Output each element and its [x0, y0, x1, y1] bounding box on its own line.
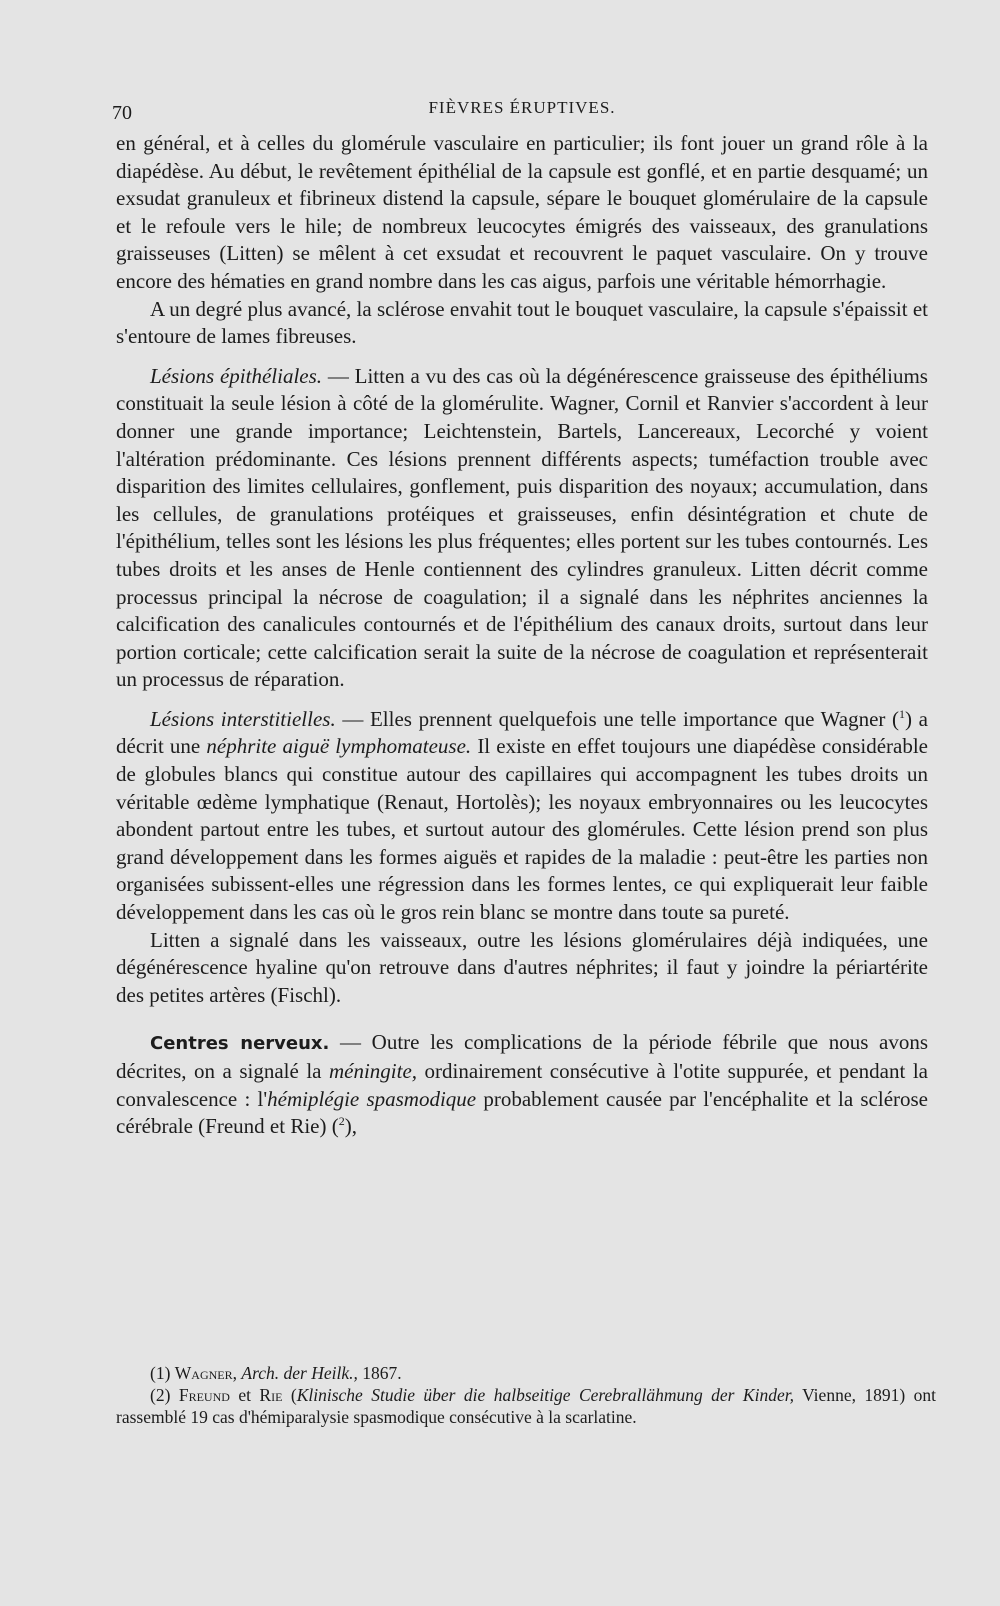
paragraph-2: A un degré plus avancé, la sclérose envahit tout le bouquet vasculaire, la capsule s'épaissit et s'entoure de lames fibreuses.	[116, 296, 928, 349]
footnote-2-title: Klinische Studie über die halbseitige Cerebrallähmung der Kinder,	[296, 1385, 794, 1405]
footnotes	[116, 1362, 936, 1428]
running-head: FIÈVRES ÉRUPTIVES.	[428, 98, 616, 117]
page-header	[112, 96, 932, 126]
footnote-2-mark: (2)	[150, 1385, 171, 1405]
epithelial-text: — Litten a vu des cas où la dégénérescence graisseuse des épithéliums constituait la seule lésion à côté de la glomérulite. Wagner, Cornil et Ranvier s'accordent à leur donner une grande importance; Leichtenstein, Bartels, Lancereaux, Lecorché y voient l'altération prédominante. Ces lésions prennent différents aspects; tuméfaction trouble avec disparition des limites cellulaires, gonflement, puis disparition des noyaux; accumulation, dans les cellules, de granulations protéiques et graisseuses, enfin désintégration et chute de l'épithélium, telles sont les lésions les plus fréquentes; elles portent sur les tubes contournés. Les tubes droits et les anses de Henle contiennent des cylindres granuleux. Litten décrit comme processus principal la nécrose de coagulation; il a signalé dans les néphrites anciennes la calcification des canalicules contournés et de l'épithélium des canaux droits, surtout dans leur portion corticale; cette calcification serait la suite de la nécrose de coagulation et représenterait un processus de réparation.	[116, 363, 928, 692]
footnote-1-text: 1867.	[357, 1363, 402, 1383]
footnote-2: (2) Freund et Rie (Klinische Studie über die halbseitige Cerebrallähmung der Kinder, Vienne, 1891) ont rassemblé 19 cas d'hémiparalysie spasmodique consécutive à la scarlatine.	[116, 1385, 937, 1427]
nervous-text-b: ordinairement consécutive à l'otite suppurée, et pendant la convalescence : l'	[116, 1059, 928, 1111]
body-text	[116, 130, 928, 1141]
footnote-2-author2: Rie	[259, 1385, 283, 1405]
nervous-text-a: — Outre les complications de la période fébrile que nous avons décrites, on a signalé la	[116, 1030, 928, 1083]
interstitial-text-c: Il existe en effet toujours une diapédèse considérable de globules blancs qui constitue autour des capillaires qui accompagnent les tubes droits un véritable œdème lymphatique (Renaut, Hortolès); les noyaux embryonnaires ou les leucocytes abondent partout entre les tubes, et surtout autour des glomérules. Cette lésion prend son plus grand développement dans les formes aiguës et rapides de la maladie : peut-être les parties non organisées subissent-elles une régression dans les formes lentes, ce qui expliquerait leur faible développement dans les cas où le gros rein blanc se montre dans toute sa pureté.	[116, 734, 929, 925]
footnote-ref-2: 2	[338, 1114, 345, 1129]
footnote-1-author: Wagner,	[174, 1363, 238, 1383]
interstitial-text-a: — Elles prennent quelquefois une telle importance que Wagner (	[335, 706, 900, 731]
section-heading-interstitial: Lésions interstitielles.	[150, 706, 336, 731]
footnote-1-mark: (1)	[150, 1363, 171, 1383]
section-heading-nervous: Centres nerveux.	[150, 1033, 330, 1055]
section-heading-epithelial: Lésions épithéliales.	[150, 363, 323, 388]
nervous-italic-a: méningite,	[328, 1059, 418, 1083]
nervous-text-c: probablement causée par l'encéphalite et la sclérose cérébrale (Freund et Rie) (	[116, 1086, 928, 1139]
paragraph-interstitial-lesions	[116, 706, 928, 927]
nervous-italic-b: hémiplégie spasmodique	[267, 1086, 477, 1111]
interstitial-text-b: ) a décrit une	[116, 706, 928, 759]
footnote-2-and: et	[229, 1385, 260, 1405]
footnote-1-journal: Arch. der Heilk.,	[241, 1363, 358, 1383]
page-number: 70	[112, 102, 132, 124]
footnote-ref-1: 1	[899, 706, 906, 721]
interstitial-italic: néphrite aiguë lymphomateuse.	[206, 734, 472, 759]
nervous-text-d: ),	[344, 1114, 357, 1139]
footnote-1	[116, 1362, 936, 1384]
footnote-2-author: Freund	[178, 1385, 230, 1405]
paragraph-epithelial-lesions	[116, 363, 928, 694]
paragraph-1: en général, et à celles du glomérule vasculaire en particulier; ils font jouer un grand rôle à la diapédèse. Au début, le revêtement épithélial de la capsule est gonflé, et en partie desquamé; un exsudat granuleux et fibrineux distend la capsule, sépare le bouquet glomérulaire de la capsule et le refoule vers le hile; de nombreux leucocytes émigrés des vaisseaux, des granulations graisseuses (Litten) se mêlent à cet exsudat et recouvrent le paquet vasculaire. On y trouve encore des hématies en grand nombre dans les cas aigus, parfois une véritable hémorrhagie.	[116, 131, 928, 293]
paragraph-nervous-centres	[116, 1029, 928, 1140]
paragraph-vessels: Litten a signalé dans les vaisseaux, outre les lésions glomérulaires déjà indiquées, une dégénérescence hyaline qu'on retrouve dans d'autres néphrites; il faut y joindre la périartérite des petites artères (Fischl).	[116, 927, 928, 1007]
footnote-2-text: Vienne, 1891) ont rassemblé 19 cas d'hémiparalysie spasmodique consécutive à la scarlatine.	[116, 1385, 937, 1427]
